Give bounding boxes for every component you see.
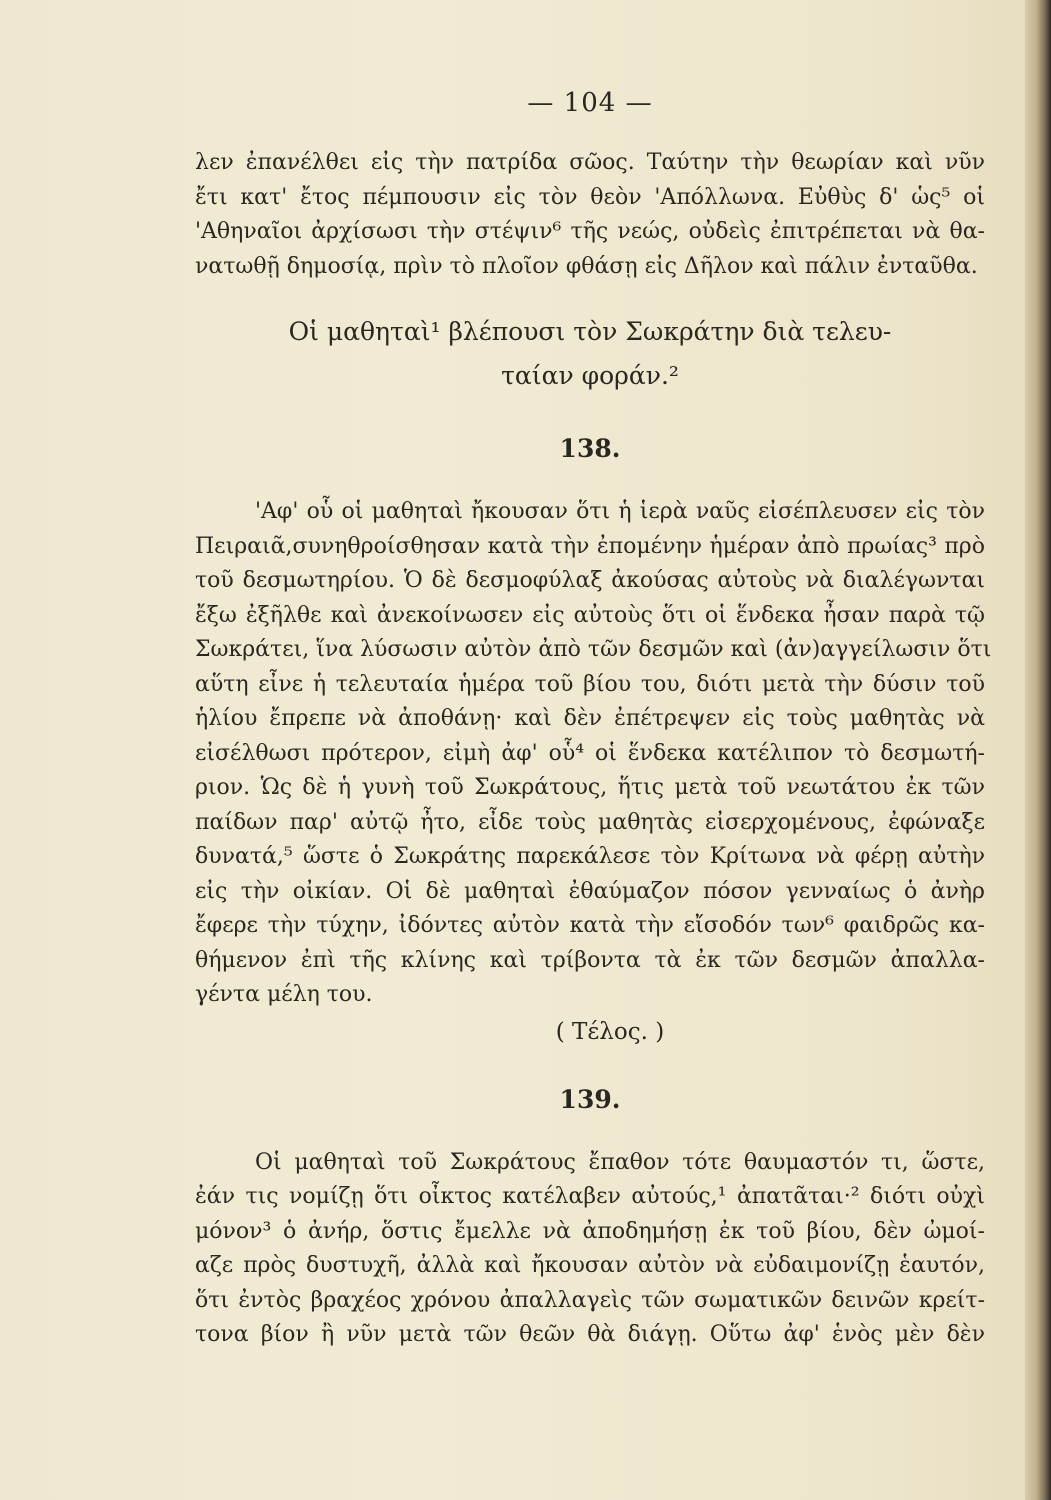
intro-paragraph [195, 146, 985, 284]
section-number: 138. [559, 434, 621, 463]
text-line: ἔξω ἐξῆλθε καὶ ἀνεκοίνωσεν εἰς αὐτοὺς ὅτι οἱ ἕνδεκα ἦσαν παρὰ τῷ [195, 602, 985, 628]
section-138-paragraph [195, 495, 992, 1013]
chapter-heading [195, 310, 985, 398]
text-line: ἡλίου ἔπρεπε νὰ ἀποθάνῃ· καὶ δὲν ἐπέτρεψεν εἰς τοὺς μαθητὰς νὰ [195, 706, 985, 731]
text-line: ἔτι κατ' ἔτος πέμπουσιν εἰς τὸν θεὸν 'Απόλλωνα. Εὐθὺς δ' ὡς⁵ οἱ [195, 184, 985, 210]
section-139-paragraph [195, 1146, 985, 1353]
page-number: — 104 — [527, 88, 653, 118]
page-content [195, 88, 992, 1353]
text-line: ριον. Ὡς δὲ ἡ γυνὴ τοῦ Σωκράτους, ἥτις μετὰ τοῦ νεωτάτου ἐκ τῶν [195, 775, 985, 800]
text-line: ἔφερε τὴν τύχην, ἰδόντες αὐτὸν κατὰ τὴν εἴσοδόν των⁶ φαιδρῶς κα- [195, 913, 985, 938]
text-line: τοῦ δεσμωτηρίου. Ὁ δὲ δεσμοφύλαξ ἀκούσας αὐτοὺς νὰ διαλέγωνται [195, 568, 985, 593]
text-line: 'Αφ' οὗ οἱ μαθηταὶ ἤκουσαν ὅτι ἡ ἱερὰ ναῦς εἰσέπλευσεν εἰς τὸν [255, 499, 985, 524]
text-line: νατωθῇ δημοσίᾳ, πρὶν τὸ πλοῖον φθάσῃ εἰς Δῆλον καὶ πάλιν ἐνταῦθα. [195, 253, 978, 279]
text-line: γέντα μέλη του. [195, 982, 373, 1007]
text-line: λεν ἐπανέλθει εἰς τὴν πατρίδα σῶος. Ταύτην τὴν θεωρίαν καὶ νῦν [195, 150, 985, 175]
text-line: θήμενον ἐπὶ τῆς κλίνης καὶ τρίβοντα τὰ ἐκ τῶν δεσμῶν ἀπαλλα- [195, 947, 985, 973]
text-line: αζε πρὸς δυστυχῆ, ἀλλὰ καὶ ἤκουσαν αὐτὸν νὰ εὐδαιμονίζῃ ἑαυτόν, [195, 1253, 985, 1278]
text-line: ὅτι ἐντὸς βραχέος χρόνου ἀπαλλαγεὶς τῶν σωματικῶν δεινῶν κρείτ- [195, 1287, 985, 1313]
heading-line: ταίαν φοράν.² [501, 361, 679, 390]
text-line: Πειραιᾶ,συνηθροίσθησαν κατὰ τὴν ἐπομένην ἡμέραν ἀπὸ πρωίας³ πρὸ [195, 533, 985, 559]
text-line: τονα βίον ἢ νῦν μετὰ τῶν θεῶν θὰ διάγῃ. Οὕτω ἀφ' ἑνὸς μὲν δὲν [195, 1322, 985, 1347]
text-line: Οἱ μαθηταὶ τοῦ Σωκράτους ἔπαθον τότε θαυμαστόν τι, ὥστε, [255, 1149, 985, 1175]
text-line: εἰσέλθωσι πρότερον, εἰμὴ ἀφ' οὗ⁴ οἱ ἕνδεκα κατέλιπον τὸ δεσμωτή- [195, 740, 985, 766]
heading-line: Οἱ μαθηταὶ¹ βλέπουσι τὸν Σωκράτην διὰ τελευ- [288, 317, 892, 346]
section-number: 139. [559, 1084, 621, 1114]
text-line: μόνον³ ὁ ἀνήρ, ὅστις ἔμελλε νὰ ἀποδημήσῃ ἐκ τοῦ βίου, δὲν ὠμοί- [195, 1218, 985, 1244]
text-line: ἐάν τις νομίζῃ ὅτι οἶκτος κατέλαβεν αὐτούς,¹ ἀπατᾶται·² διότι οὐχὶ [195, 1184, 985, 1209]
book-spine-edge [1025, 0, 1051, 1500]
text-line: Σωκράτει, ἵνα λύσωσιν αὐτὸν ἀπὸ τῶν δεσμῶν καὶ (ἀν)αγγείλωσιν ὅτι [195, 637, 992, 662]
text-line: 'Αθηναῖοι ἀρχίσωσι τὴν στέψιν⁶ τῆς νεώς, οὐδεὶς ἐπιτρέπεται νὰ θα- [195, 219, 985, 244]
end-note: ( Τέλος. ) [555, 1018, 665, 1045]
text-line: αὕτη εἶνε ἡ τελευταία ἡμέρα τοῦ βίου του, διότι μετὰ τὴν δύσιν τοῦ [195, 671, 985, 697]
text-line: παίδων παρ' αὐτῷ ἦτο, εἶδε τοὺς μαθητὰς εἰσερχομένους, ἐφώναξε [195, 809, 985, 835]
text-line: εἰς τὴν οἰκίαν. Οἱ δὲ μαθηταὶ ἐθαύμαζον πόσον γενναίως ὁ ἀνὴρ [195, 878, 985, 904]
text-line: δυνατά,⁵ ὥστε ὁ Σωκράτης παρεκάλεσε τὸν Κρίτωνα νὰ φέρῃ αὐτὴν [195, 844, 985, 869]
